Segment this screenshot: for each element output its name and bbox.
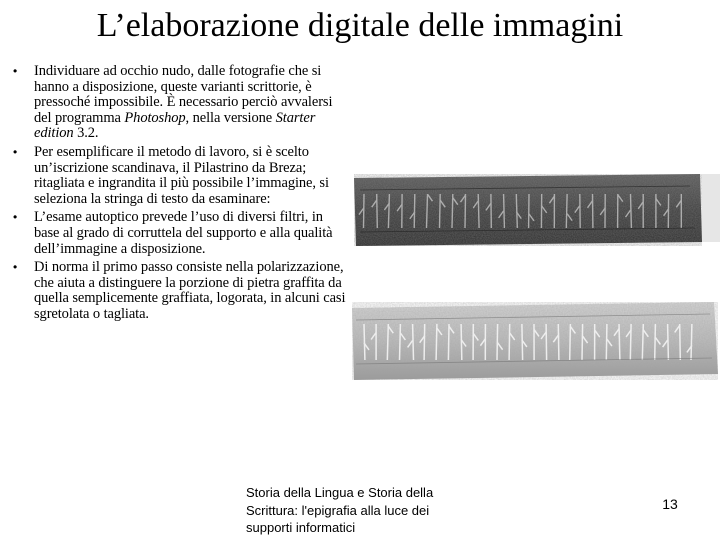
bullet-text: Per esemplificare il metodo di lavoro, si è scelto un’iscrizione scandinava, il Pilastrino da Breza; ritagliata e ingrandita il più possibile l’immagine, si seleziona la stringa di testo da esaminare: xyxy=(34,143,329,207)
bullet-symbol: • xyxy=(12,144,18,159)
runic-stone-photo-dark xyxy=(350,172,720,250)
runic-stone-photo-polarized xyxy=(350,298,720,382)
bullet-symbol: • xyxy=(12,64,18,78)
bullet-text: , nella versione xyxy=(185,109,276,126)
bullet-item xyxy=(10,210,346,257)
bullet-symbol: • xyxy=(12,260,18,275)
runic-stone-dark-image xyxy=(350,172,720,250)
slide-title: L’elaborazione digitale delle immagini xyxy=(96,7,624,44)
bullet-text: Di norma il primo passo consiste nella polarizzazione, che aiuta a distinguere la porzione di pietra graffita da quella semplicemente graffiata, logorata, in alcuni casi sgretolata o tagliata. xyxy=(34,259,346,322)
bullet-text: 3.2. xyxy=(73,125,99,142)
bullet-text-italic: Starter edition xyxy=(34,109,316,142)
bullet-text: L’esame autoptico prevede l’uso di diversi filtri, in base al grado di corruttela del supporto e alla qualità dell’immagine a disposizione. xyxy=(34,209,333,257)
bullet-item xyxy=(10,260,346,322)
bullet-symbol: • xyxy=(12,210,18,225)
bullet-text: Individuare ad occhio nudo, dalle fotografie che si hanno a disposizione, queste varianti scrittorie, è pressoché impossibile. È necessario perciò avvalersi del programma xyxy=(34,63,333,126)
page-number: 13 xyxy=(662,496,678,512)
bullet-item xyxy=(10,64,346,142)
bullet-text-italic: Photoshop xyxy=(124,109,186,126)
bullet-list xyxy=(10,64,346,326)
runic-stone-polarized-image xyxy=(350,298,720,382)
footer-text: Storia della Lingua e Storia della Scrittura: l'epigrafia alla luce dei supporti informatici xyxy=(246,485,434,535)
bullet-item xyxy=(10,145,346,207)
